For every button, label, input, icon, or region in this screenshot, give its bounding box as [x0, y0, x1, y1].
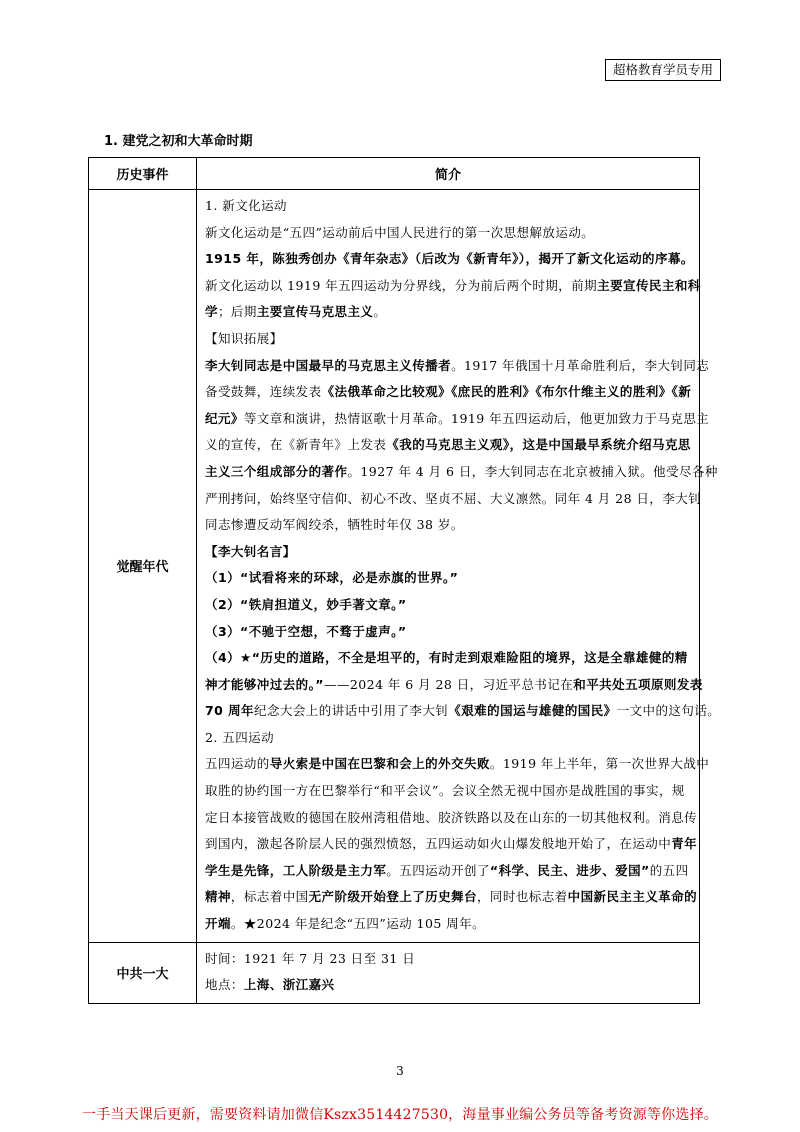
text-line: 1915 年，陈独秀创办《青年杂志》（后改为《新青年》），揭开了新文化运动的序幕。	[205, 251, 694, 267]
text-line: 学；后期主要宣传马克思主义。	[205, 304, 387, 320]
text-line: 70 周年纪念大会上的讲话中引用了李大钊《艰难的国运与雄健的国民》一文中的这句话。	[205, 703, 721, 719]
text-line: 严刑拷问，始终坚守信仰、初心不改、坚贞不屈、大义凛然。同年 4 月 28 日，李大钊	[205, 490, 702, 506]
text-line: 【李大钊名言】	[205, 543, 296, 559]
text-line: 地点：上海、浙江嘉兴	[205, 977, 335, 993]
text-line: （4）★“历史的道路，不全是坦平的，有时走到艰难险阻的境界，这是全靠雄健的精	[205, 650, 688, 666]
page-number: 3	[396, 1064, 404, 1078]
text-line: （3）“不驰于空想，不骛于虚声。”	[205, 623, 407, 639]
events-table	[88, 157, 721, 1004]
text-line: 定日本接管战败的德国在胶州湾租借地、胶济铁路以及在山东的一切其他权利。消息传	[205, 809, 698, 825]
text-line: 取胜的协约国一方在巴黎举行“和平会议”。会议全然无视中国亦是战胜国的事实，规	[205, 783, 685, 799]
text-line: 到国内，激起各阶层人民的强烈愤怒，五四运动如火山爆发般地开始了，在运动中青年	[205, 836, 698, 852]
table-row	[89, 190, 700, 943]
text-line: 主义三个组成部分的著作。1927 年 4 月 6 日，李大钊同志在北京被捕入狱。他受尽各种	[205, 463, 718, 479]
text-line: 同志惨遭反动军阀绞杀，牺牲时年仅 38 岁。	[205, 517, 464, 533]
text-line: 学生是先锋，工人阶级是主力军。五四运动开创了“科学、民主、进步、爱国”的五四	[205, 862, 689, 878]
text-line: 精神，标志着中国无产阶级开始登上了历史舞台，同时也标志着中国新民主主义革命的	[205, 889, 698, 905]
text-line: 五四运动的导火索是中国在巴黎和会上的外交失败。1919 年上半年，第一次世界大战中	[205, 756, 710, 772]
text-line: 1. 新文化运动	[205, 198, 287, 213]
text-line: 时间：1921 年 7 月 23 日至 31 日	[205, 950, 416, 966]
text-line: 【知识拓展】	[205, 330, 283, 346]
text-line: 纪元》等文章和演讲，热情讴歌十月革命。1919 年五四运动后，他更加致力于马克思主	[205, 410, 710, 426]
text-line: （2）“铁肩担道义，妙手著文章。”	[205, 596, 407, 612]
event-summary-awakening-age	[197, 190, 721, 943]
text-line: 2. 五四运动	[205, 729, 275, 745]
event-summary-first-congress	[197, 942, 700, 1003]
text-line: 义的宣传，在《新青年》上发表《我的马克思主义观》，这是中国最早系统介绍马克思	[205, 437, 691, 453]
text-line: 李大钊同志是中国最早的马克思主义传播者。1917 年俄国十月革命胜利后，李大钊同志	[205, 357, 710, 373]
event-name-awakening-age: 觉醒年代	[89, 190, 197, 943]
text-line: （1）“试看将来的环球，必是赤旗的世界。”	[205, 570, 459, 586]
table-row	[89, 942, 700, 1003]
text-line: 新文化运动以 1919 年五四运动为分界线，分为前后两个时期，前期主要宣传民主和科	[205, 277, 701, 293]
header-event: 历史事件	[89, 158, 197, 190]
text-line: 新文化运动是“五四”运动前后中国人民进行的第一次思想解放运动。	[205, 224, 595, 240]
section-title: 1. 建党之初和大革命时期	[104, 134, 253, 149]
event-name-first-congress: 中共一大	[89, 942, 197, 1003]
table-header-row	[89, 158, 700, 190]
text-line: 神才能够冲过去的。”——2024 年 6 月 28 日，习近平总书记在和平共处五项原则发表	[205, 676, 703, 692]
footer-note: 一手当天课后更新，需要资料请加微信Kszx3514427530，海量事业编公务员等备考资源等你选择。	[82, 1107, 718, 1123]
header-summary: 简介	[197, 158, 700, 190]
text-line: 开端。★2024 年是纪念“五四”运动 105 周年。	[205, 916, 486, 932]
text-line: 备受鼓舞，连续发表《法俄革命之比较观》《庶民的胜利》《布尔什维主义的胜利》《新	[205, 384, 692, 400]
header-stamp: 超格教育学员专用	[605, 59, 721, 81]
